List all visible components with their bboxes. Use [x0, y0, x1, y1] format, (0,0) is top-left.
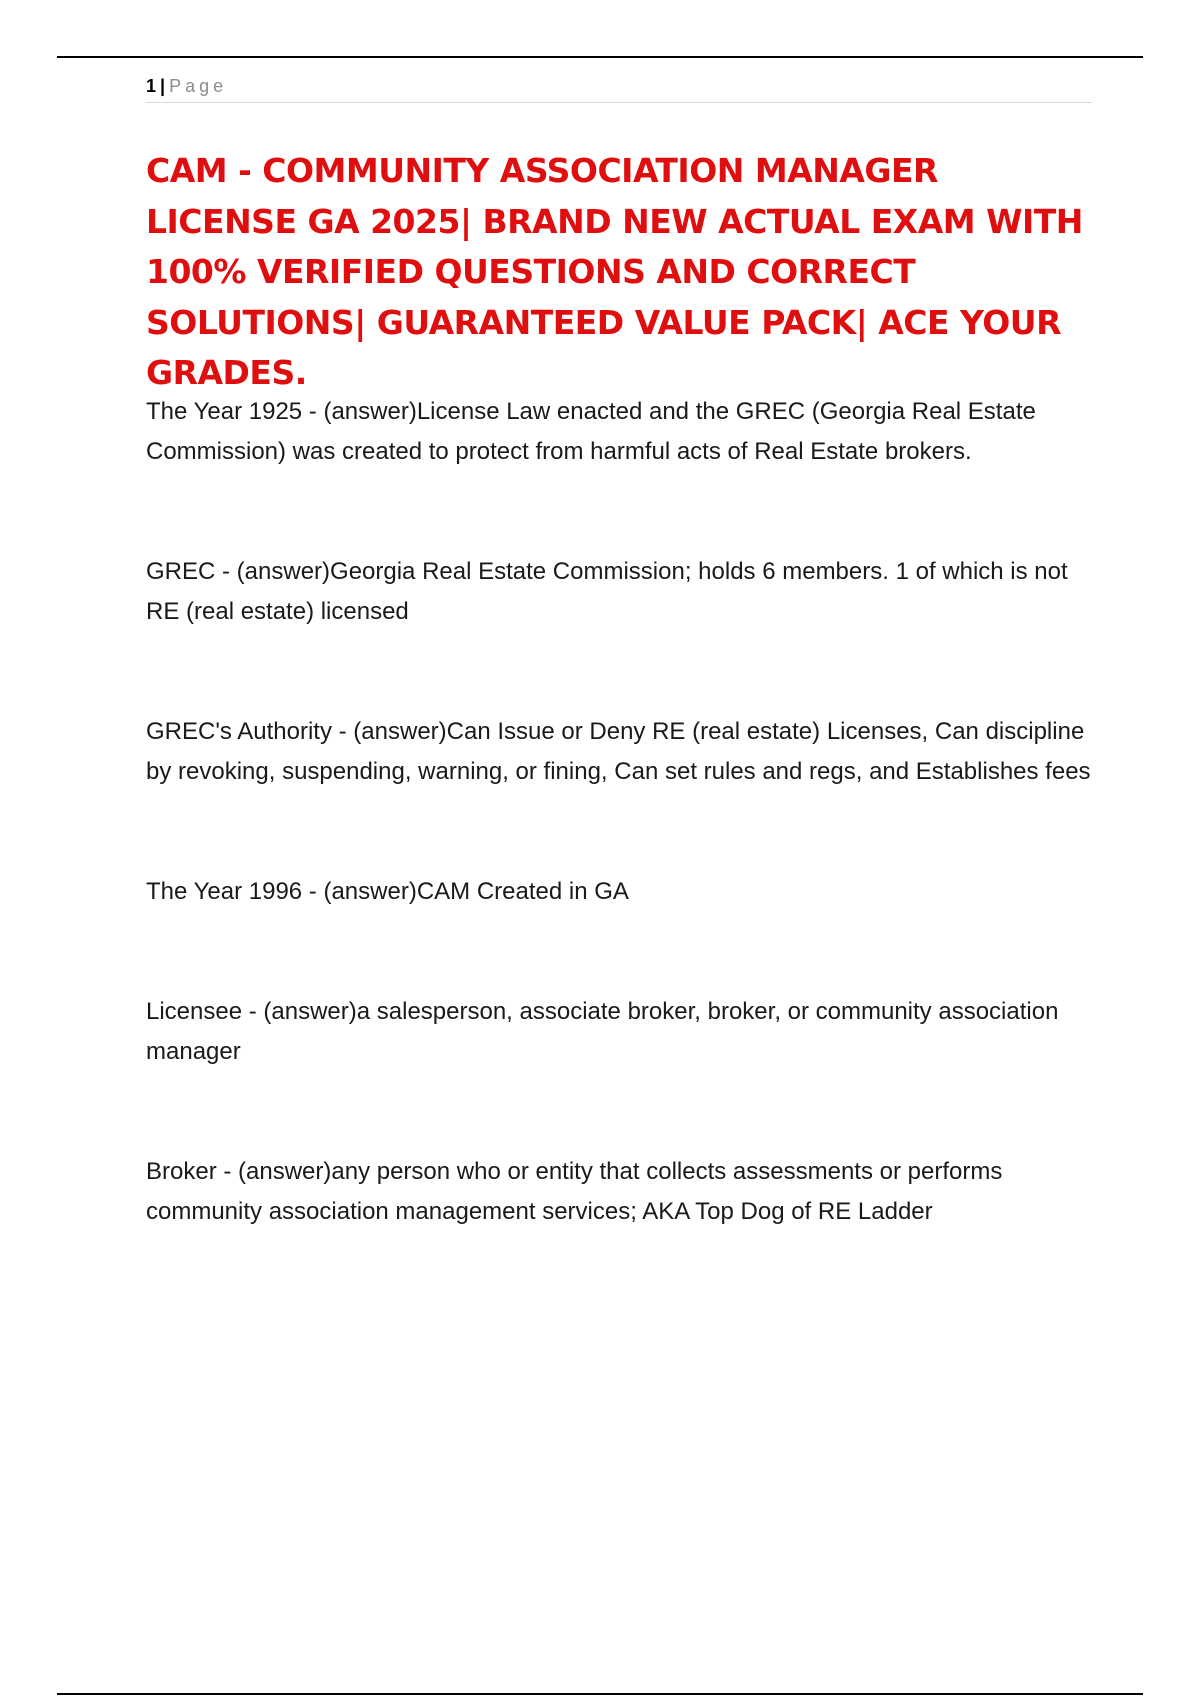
document-title: CAM - COMMUNITY ASSOCIATION MANAGER LICENSE GA 2025| BRAND NEW ACTUAL EXAM WITH 100% VERIFIED QUESTIONS AND CORRECT SOLUTIONS| GUARANTEED VALUE PACK| ACE YOUR GRADES. — [146, 151, 1083, 392]
page-header — [146, 74, 1092, 103]
qa-item: Broker - (answer)any person who or entity that collects assessments or performs community association management services; AKA Top Dog of RE Ladder — [146, 1158, 1003, 1225]
qa-item: GREC's Authority - (answer)Can Issue or Deny RE (real estate) Licenses, Can discipline by revoking, suspending, warning, or fining, Can set rules and regs, and Establishes fees — [146, 718, 1091, 785]
page-label: Page — [169, 76, 228, 96]
qa-item: GREC - (answer)Georgia Real Estate Commission; holds 6 members. 1 of which is not RE (real estate) licensed — [146, 558, 1068, 625]
document-body — [146, 392, 1092, 1232]
top-rule — [57, 56, 1143, 58]
page-separator: | — [160, 76, 166, 96]
bottom-rule — [57, 1693, 1143, 1695]
qa-item: The Year 1925 - (answer)License Law enacted and the GREC (Georgia Real Estate Commission) was created to protect from harmful acts of Real Estate brokers. — [146, 398, 1036, 465]
page-number: 1 — [146, 76, 157, 96]
qa-item: The Year 1996 - (answer)CAM Created in GA — [146, 878, 629, 905]
qa-item: Licensee - (answer)a salesperson, associate broker, broker, or community association manager — [146, 998, 1059, 1065]
